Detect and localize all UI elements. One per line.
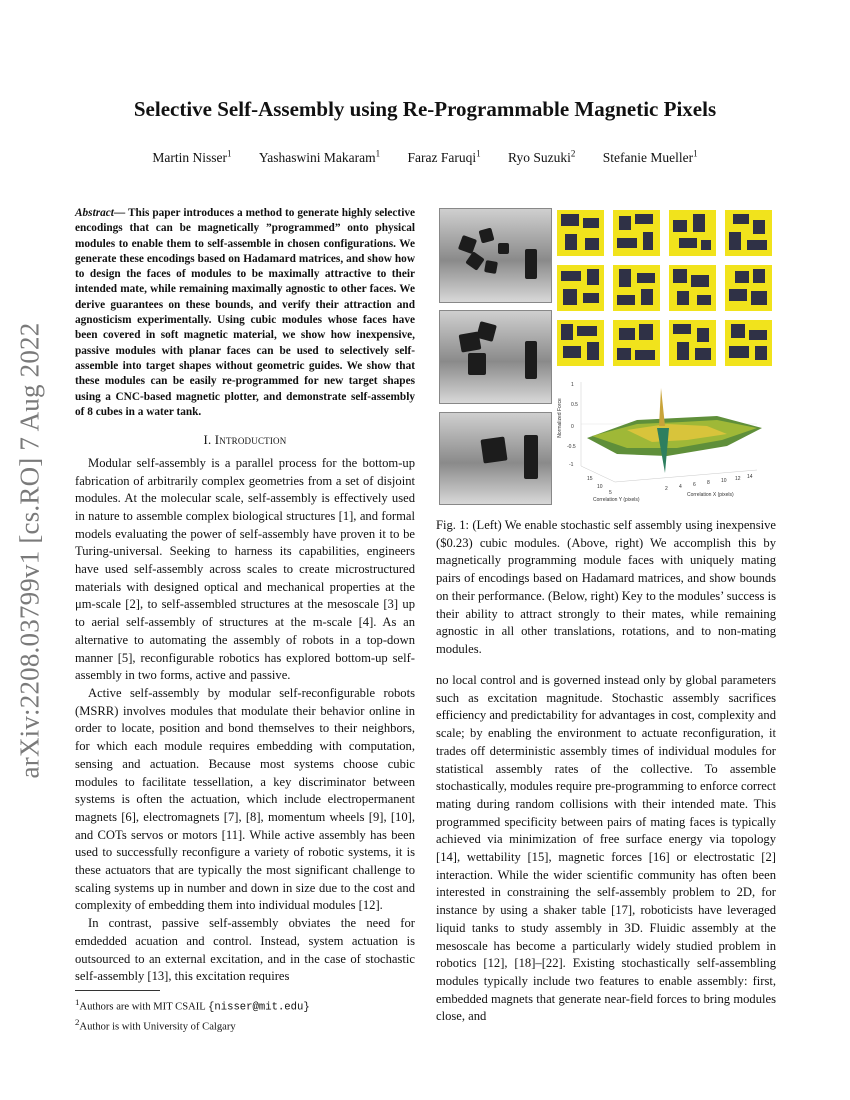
- x-tick: 14: [747, 474, 753, 480]
- tank-photo: [439, 208, 552, 303]
- encoding-tile: [725, 265, 772, 311]
- encoding-tile: [669, 265, 716, 311]
- z-tick: -0.5: [567, 444, 576, 450]
- x-axis-label: Correlation X (pixels): [687, 492, 734, 498]
- encoding-tile: [613, 210, 660, 256]
- z-tick: 1: [571, 382, 574, 388]
- y-axis-label: Correlation Y (pixels): [593, 497, 640, 502]
- encoding-tile: [557, 265, 604, 311]
- figure-caption: Fig. 1: (Left) We enable stochastic self assembly using inexpensive ($0.23) cubic modules. (Above, right) We accomplish this by magnetically programming module faces with uniquely mating pairs of encodings based on Hadamard matrices, and show bounds on their performance. (Below, right) Key to the modules’ success is their ability to attract strongly to their mates, while remaining agnostic in all other translations, rotations, and to non-mating modules.: [436, 518, 776, 656]
- encoding-tile: [613, 265, 660, 311]
- arxiv-stamp: arXiv:2208.03799v1 [cs.RO] 7 Aug 2022: [14, 322, 45, 778]
- footnote: $^2$Author is with University of Calgary: [75, 1016, 236, 1033]
- paragraph: In contrast, passive self-assembly obviates the need for emdedded acuation and control. Instead, system actuation is outsourced to an external excitation, and in the case of stochastic self-assembly [13], this excitation requires: [75, 916, 415, 984]
- force-surface-plot: [557, 378, 775, 502]
- paragraph: no local control and is governed instead only by global parameters such as excitation magnitude. Stochastic assembly sacrifices efficiency and predictability for advantages in cost, complexity and scale; by enabling the environment to actuate reconfiguration, it trades off deterministic assembly times of individual modules for statistical assembly rates of the collective. To assemble stochastically, modules require pre-programming to enforce correct mating during random collisions with their intended mate. This programmed specificity between pairs of mating faces is typically achieved via minimization of free surface energy via topology [14], wettability [15], magnetic forces [16] or electrostatic [2] interaction. While the wider scientific community has often been interested in constraining the self-assembly problem to 2D, for instance by using a shaker table [17], roboticists have leveraged liquid tanks to study assembly in 3D. Fluidic assembly at the mesoscale has become a particularly widely studied problem in robotics [12], [18]–[22]. Existing stochastically self-assembling modules typically include two features to enable assembly: first, embedded magnets that generate near-field forces to bring modules close, and: [436, 673, 776, 1024]
- encoding-tile: [557, 320, 604, 366]
- author-list: [0, 148, 850, 166]
- x-tick: 6: [693, 482, 696, 488]
- author: Martin Nisser$^1$: [152, 148, 232, 165]
- paragraph: Active self-assembly by modular self-reconfigurable robots (MSRR) involves modules that modulate their behavior online in order to locate, position and bond themselves to their neighbors, for which each module requires embedding with computation, sensing and actuation. Because most systems choose cubic modules to facilitate tessellation, a key discriminator between systems is often the actuation, which include electropermanent magnets [6], electromagnets [7], [8], momentum wheels [9], [10], and COTs servos or motors [11]. While active assembly has been used to successfully reconfigure a variety of robotic systems, it is these actuators that are typically the most significant challenge to scaling systems up in number and down in size due to the cost and complexity of embedding them into individual modules [12].: [75, 686, 415, 913]
- y-tick: 15: [587, 476, 593, 482]
- x-tick: 10: [721, 478, 727, 484]
- x-tick: 4: [679, 484, 682, 490]
- author: Ryo Suzuki$^2$: [508, 148, 576, 165]
- footnote: $^1$Authors are with MIT CSAIL {nisser@mit.edu}: [75, 997, 310, 1014]
- paper-title: Selective Self-Assembly using Re-Programmable Magnetic Pixels: [133, 97, 717, 121]
- author: Faraz Faruqi$^1$: [407, 148, 481, 165]
- encoding-tile: [557, 210, 604, 256]
- tank-photo: [439, 412, 552, 505]
- z-axis-label: Normalized Force: [557, 398, 563, 438]
- z-tick: 0.5: [571, 402, 578, 408]
- encoding-tile: [669, 210, 716, 256]
- footnote-rule: [75, 990, 160, 991]
- footnotes: [75, 990, 415, 1034]
- x-tick: 12: [735, 476, 741, 482]
- paragraph: Modular self-assembly is a parallel process for the bottom-up fabrication of arbitrarily complex geometries from a set of disjoint modules. At the molecular scale, self-assembly is effectively used in nature to assemble complex biological structures [1], and formal models evaluating the power of self-assembly have proven it to be Turing-universal. Seeking to harness its capabilities, engineers have used self-assembly across scales to create microstructured materials with designed optical and mechanical properties at the μm-scale [2], to self-assembled structures at the mesoscale [3] up to aerial self-assembly of structures at the m-scale [4]. As an alternative to automating the assembly of robots in a top-down manner [5], reconfigurable robotics has explored bottom-up self-assembly in two forms, active and passive.: [75, 455, 415, 683]
- encoding-tile: [669, 320, 716, 366]
- abstract: Abstract— This paper introduces a method to generate highly selective encodings that can be magnetically ”programmed” onto physical modules to enable them to self-assemble in chosen configurations. We generate these encodings based on Hadamard matrices, and show how to design the faces of modules to be maximally attractive to their intended mate, while remaining maximally agnostic to other faces. We derive guarantees on these bounds, and verify their attraction and agnosticism experimentally. Using cubic modules whose faces have been covered in soft magnetic material, we show how inexpensive, passive modules with planar faces can be used to selectively self-assemble into target shapes without geometric guides. We show that these modules can be easily re-programmed for new target shapes using a CNC-based magnetic plotter, and demonstrate self-assembly of 8 cubes in a water tank.: [75, 207, 415, 418]
- left-column: [75, 206, 415, 986]
- x-tick: 8: [707, 480, 710, 486]
- y-tick: 5: [609, 490, 612, 496]
- section-heading: I. Introduction: [203, 433, 287, 448]
- z-tick: -1: [569, 462, 574, 468]
- encoding-tile: [725, 210, 772, 256]
- author: Yashaswini Makaram$^1$: [258, 148, 381, 165]
- y-tick: 10: [597, 484, 603, 490]
- author: Stefanie Mueller$^1$: [602, 148, 698, 165]
- x-tick: 2: [665, 486, 668, 492]
- encoding-tile: [613, 320, 660, 366]
- encoding-tile: [725, 320, 772, 366]
- right-column: [436, 672, 776, 1026]
- z-tick: 0: [571, 424, 574, 430]
- tank-photo: [439, 310, 552, 404]
